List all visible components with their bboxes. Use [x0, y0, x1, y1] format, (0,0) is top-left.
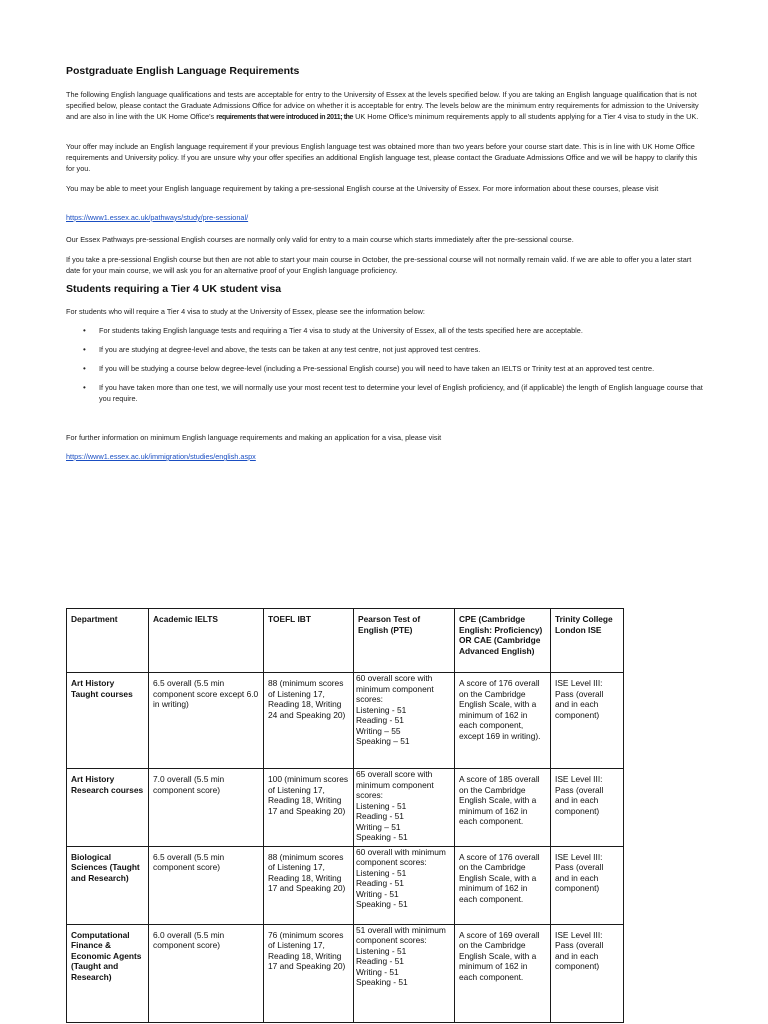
- visa-heading: Students requiring a Tier 4 UK student visa: [66, 283, 282, 295]
- immigration-link[interactable]: https://www1.essex.ac.uk/immigration/studies/english.aspx: [66, 452, 256, 461]
- page-title: Postgraduate English Language Requirements: [66, 65, 300, 77]
- intro-1-text-c: UK Home Office’s minimum requirements apply to all students applying for a Tier 4 visa to study in the UK.: [355, 112, 699, 121]
- table-row: [67, 846, 624, 924]
- cell-pte: 65 overall score with minimum component scores: Listening - 51 Reading - 51 Writing – 51 Speaking - 51: [354, 769, 455, 847]
- cell-trinity: ISE Level III: Pass (overall and in each component): [551, 673, 624, 769]
- header-toefl-ibt: TOEFL IBT: [264, 609, 354, 673]
- cell-toefl: 88 (minimum scores of Listening 17, Reading 18, Writing 17 and Speaking 20): [264, 846, 354, 924]
- header-cpe-cae: CPE (Cambridge English: Proficiency) OR CAE (Cambridge Advanced English): [455, 609, 551, 673]
- visa-intro: For students who will require a Tier 4 visa to study at the University of Essex, please see the information below:: [66, 307, 425, 316]
- cell-trinity: ISE Level III: Pass (overall and in each component): [551, 769, 624, 847]
- table-row: [67, 769, 624, 847]
- visa-further-info: For further information on minimum English language requirements and making an application for a visa, please visit: [66, 433, 442, 442]
- cell-pte: 60 overall with minimum component scores: Listening - 51 Reading - 51 Writing - 51 Speaking - 51: [354, 846, 455, 924]
- cell-ielts: 7.0 overall (5.5 min component score): [149, 769, 264, 847]
- visa-bullet: • If you will be studying a course below degree-level (including a Pre-sessional English course) you will need to have taken an IELTS or Trinity test at an approved test centre.: [66, 363, 706, 374]
- requirements-table: [66, 608, 624, 1023]
- intro-paragraph-3: You may be able to meet your English language requirement by taking a pre-sessional English course at the University of Essex. For more information about these courses, please visit: [66, 184, 659, 193]
- cell-pte: 51 overall with minimum component scores: Listening - 51 Reading - 51 Writing - 51 Speaking - 51: [354, 924, 455, 1022]
- header-pte: Pearson Test of English (PTE): [354, 609, 455, 673]
- intro-paragraph-5: If you take a pre-sessional English course but then are not able to start your main course in October, the pre-sessional course will not normally remain valid. If we are able to offer you a later start date for your main course, we will ask you for an alternative proof of your English language proficiency.: [66, 255, 692, 275]
- intro-paragraph-4: Our Essex Pathways pre-sessional English courses are normally only valid for entry to a main course which starts immediately after the pre-sessional course.: [66, 235, 574, 244]
- intro-paragraph-1: [66, 89, 702, 123]
- cell-cpe: A score of 169 overall on the Cambridge English Scale, with a minimum of 162 in each component.: [455, 924, 551, 1022]
- cell-ielts: 6.5 overall (5.5 min component score except 6.0 in writing): [149, 673, 264, 769]
- cell-department: Art History Taught courses: [67, 673, 149, 769]
- cell-cpe: A score of 176 overall on the Cambridge English Scale, with a minimum of 162 in each component, except 169 in writing).: [455, 673, 551, 769]
- cell-ielts: 6.0 overall (5.5 min component score): [149, 924, 264, 1022]
- cell-toefl: 100 (minimum scores of Listening 17, Reading 18, Writing 17 and Speaking 20): [264, 769, 354, 847]
- cell-cpe: A score of 176 overall on the Cambridge English Scale, with a minimum of 162 in each component.: [455, 846, 551, 924]
- cell-department: Art History Research courses: [67, 769, 149, 847]
- header-academic-ielts: Academic IELTS: [149, 609, 264, 673]
- cell-department: Biological Sciences (Taught and Research): [67, 846, 149, 924]
- cell-ielts: 6.5 overall (5.5 min component score): [149, 846, 264, 924]
- cell-trinity: ISE Level III: Pass (overall and in each component): [551, 846, 624, 924]
- intro-1-text-b: requirements that were introduced in 2011; the: [216, 114, 354, 121]
- cell-cpe: A score of 185 overall on the Cambridge English Scale, with a minimum of 162 in each component.: [455, 769, 551, 847]
- visa-bullet-list: [66, 325, 706, 412]
- cell-pte: 60 overall score with minimum component scores: Listening - 51 Reading - 51 Writing – 55 Speaking – 51: [354, 673, 455, 769]
- visa-bullet: • If you are studying at degree-level and above, the tests can be taken at any test centre, not just approved test centres.: [66, 344, 706, 355]
- visa-bullet: • For students taking English language tests and requiring a Tier 4 visa to study at the University of Essex, all of the tests specified here are acceptable.: [66, 325, 706, 336]
- visa-bullet: • If you have taken more than one test, we will normally use your most recent test to determine your level of English proficiency, and (if applicable) the length of English language course that you require.: [66, 382, 706, 404]
- header-department: Department: [67, 609, 149, 673]
- cell-trinity: ISE Level III: Pass (overall and in each component): [551, 924, 624, 1022]
- intro-1-text-a: The following English language qualifications and tests are acceptable for entry to the University of Essex at the levels specified below. If you are taking an English language qualification that is not specified below, please contact the Graduate Admissions Office for advice on whether it is acceptable for entry. The levels below are the minimum entry requirements for admission to the University and are also in line with the UK Home Office’s: [66, 90, 699, 121]
- presessional-link[interactable]: https://www1.essex.ac.uk/pathways/study/pre-sessional/: [66, 213, 249, 222]
- table-row: [67, 924, 624, 1022]
- table-row: [67, 673, 624, 769]
- intro-paragraph-2: Your offer may include an English language requirement if your previous English language test was obtained more than two years before your course start date. This is in line with UK Home Office requirements and University policy. If you are unsure why your offer specifies an additional English language test, please contact the Graduate Admissions Office and we will be happy to clarify this for you.: [66, 142, 698, 173]
- cell-department: Computational Finance & Economic Agents (Taught and Research): [67, 924, 149, 1022]
- table-header-row: [67, 609, 624, 673]
- header-trinity-ise: Trinity College London ISE: [551, 609, 624, 673]
- cell-toefl: 88 (minimum scores of Listening 17, Reading 18, Writing 24 and Speaking 20): [264, 673, 354, 769]
- cell-toefl: 76 (minimum scores of Listening 17, Reading 18, Writing 17 and Speaking 20): [264, 924, 354, 1022]
